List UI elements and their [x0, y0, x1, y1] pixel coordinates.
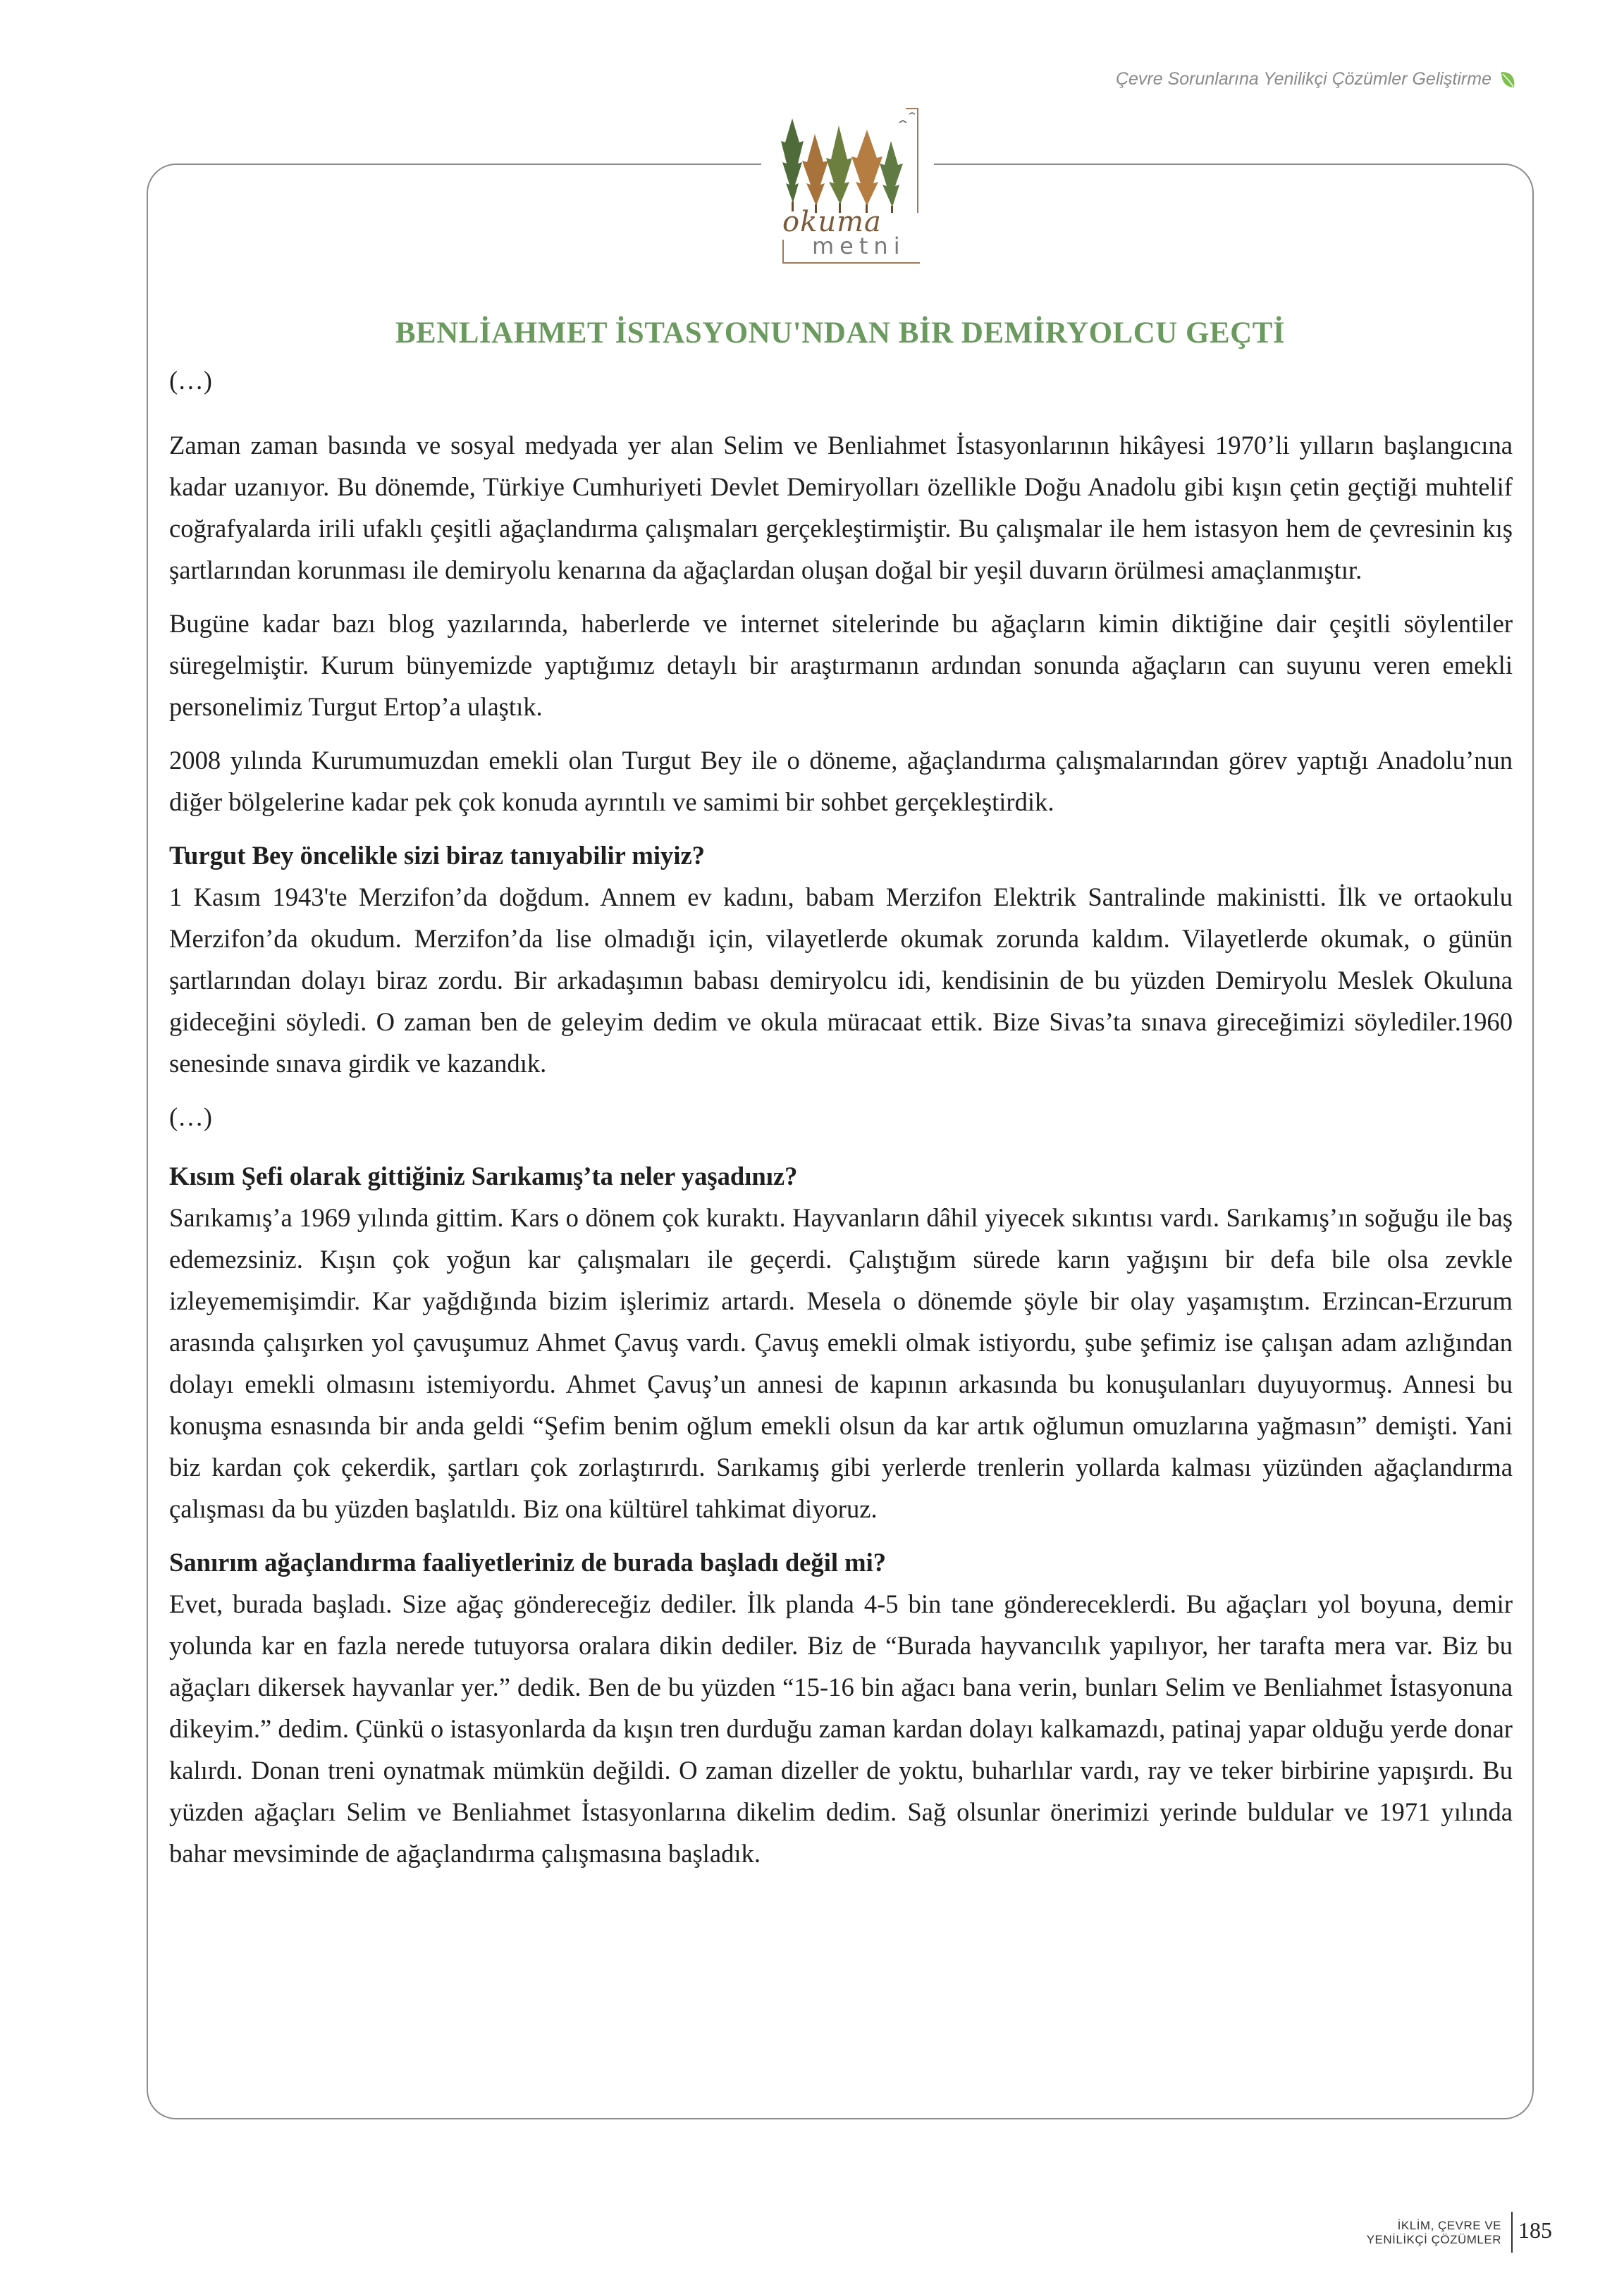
qa-block-2	[169, 1155, 1513, 1529]
page-number: 185	[1518, 2217, 1552, 2243]
leaf-icon	[1497, 69, 1518, 90]
article-title: BENLİAHMET İSTASYONU'NDAN BİR DEMİRYOLCU GEÇTİ	[395, 316, 1286, 350]
intro-paragraph-1: Zaman zaman basında ve sosyal medyada yer alan Selim ve Benliahmet İstasyonlarının hikâyesi 1970’li yılların başlangıcına kadar uzanıyor. Bu dönemde, Türkiye Cumhuriyeti Devlet Demiryolları özellikle Doğu Anadolu gibi kışın çetin geçtiği muhtelif coğrafyalarda irili ufaklı çeşitli ağaçlandırma çalışmaları gerçekleştirmiştir. Bu çalışmalar ile hem istasyon hem de çevresinin kış şartlarından korunması ile demiryolu kenarına da ağaçlardan oluşan doğal bir yeşil duvarın örülmesi amaçlanmıştır.	[169, 431, 1513, 584]
logo-underline	[782, 262, 920, 264]
answer-2: Sarıkamış’a 1969 yılında gittim. Kars o dönem çok kuraktı. Hayvanların dâhil yiyecek sıkıntısı vardı. Sarıkamış’ın soğuğu ile baş edemezsiniz. Kışın çok yoğun kar çalışmaları ile geçerdi. Çalıştığım sürede karın yağışını bir defa bile olsa zevkle izleyememişimdir. Kar yağdığında bizim işlerimiz artardı. Mesela o dönemde şöyle bir olay yaşamıştım. Erzincan-Erzurum arasında çalışırken yol çavuşumuz Ahmet Çavuş vardı. Çavuş emekli olmak istiyordu, şube şefimiz ise çalışan adam azlığından dolayı emekli olmasını istemiyordu. Ahmet Çavuş’un annesi de kapının arkasında bu konuşulanları duyuyormuş. Annesi bu konuşma esnasında bir anda geldi “Şefim benim oğlum emekli olsun da kar artık oğlumun omuzlarına yağmasın” demişti. Yani biz kardan çok çekerdik, şartları çok zorlaştırırdı. Sarıkamış gibi yerlerde trenlerin yollarda kalması yüzünden ağaçlandırma çalışması da bu yüzden başlatıldı. Biz ona kültürel tahkimat diyoruz.	[169, 1203, 1513, 1523]
logo-word-okuma: okuma	[782, 206, 882, 238]
question-3: Sanırım ağaçlandırma faaliyetleriniz de burada başladı değil mi?	[169, 1548, 887, 1577]
question-1: Turgut Bey öncelikle sizi biraz tanıyabilir miyiz?	[169, 841, 706, 870]
qa-block-1	[169, 835, 1513, 1084]
footer-book-title	[1367, 2219, 1501, 2247]
qa-block-3	[169, 1541, 1513, 1874]
footer-divider	[1511, 2212, 1513, 2253]
running-header-title: Çevre Sorunlarına Yenilikçi Çözümler Geliştirme	[1115, 69, 1491, 89]
ellipsis-top: (…)	[169, 366, 212, 395]
logo-word-metni: metni	[812, 233, 906, 259]
logo-divider-vertical	[782, 240, 784, 264]
answer-3: Evet, burada başladı. Size ağaç göndereceğiz dediler. İlk planda 4-5 bin tane göndereceklerdi. Bu ağaçları yol boyuna, demir yolunda kar en fazla nerede tutuyorsa oralara dikin dediler. Biz de “Burada hayvancılık yapılıyor, her tarafta mera var. Biz bu ağaçları dikersek hayvanlar yer.” dedik. Ben de bu yüzden “15-16 bin ağacı bana verin, bunları Selim ve Benliahmet İstasyonuna dikeyim.” dedim. Çünkü o istasyonlarda da kışın tren durduğu zaman kardan dolayı kalkamazdı, patinaj yapar olduğu yerde donar kalırdı. Donan treni oynatmak mümkün değildi. O zaman dizeller de yoktu, buharlılar vardı, ray ve teker birbirine yapışırdı. Bu yüzden ağaçları Selim ve Benliahmet İstasyonlarına dikelim dedim. Sağ olsunlar önerimizi yerinde buldular ve 1971 yılında bahar mevsiminde de ağaçlandırma çalışmasına başladık.	[169, 1589, 1513, 1868]
question-2: Kısım Şefi olarak gittiğiniz Sarıkamış’ta neler yaşadınız?	[169, 1162, 798, 1190]
answer-1: 1 Kasım 1943'te Merzifon’da doğdum. Annem ev kadını, babam Merzifon Elektrik Santralinde makinistti. İlk ve ortaokulu Merzifon’da okudum. Merzifon’da lise olmadığı için, vilayetlerde okumak zorunda kaldım. Vilayetlerde okumak, o günün şartlarından dolayı biraz zordu. Bir arkadaşımın babası demiryolcu idi, kendisinin de bu yüzden Demiryolu Meslek Okuluna gideceğini söyledi. O zaman ben de geleyim dedim ve okula müracaat ettik. Bize Sivas’ta sınava gireceğimizi söylediler.1960 senesinde sınava girdik ve kazandık.	[169, 882, 1513, 1078]
ellipsis-middle: (…)	[169, 1102, 212, 1131]
footer-book-line-1: İKLİM, ÇEVRE VE	[1397, 2219, 1501, 2232]
intro-paragraph-2: Bugüne kadar bazı blog yazılarında, haberlerde ve internet sitelerinde bu ağaçların kimin diktiğine dair çeşitli söylentiler süregelmiştir. Kurum bünyemizde yaptığımız detaylı bir araştırmanın ardından sonunda ağaçların can suyunu veren emekli personelimiz Turgut Ertop’a ulaştık.	[169, 609, 1513, 721]
intro-paragraph-3: 2008 yılında Kurumumuzdan emekli olan Turgut Bey ile o döneme, ağaçlandırma çalışmalarından görev yaptığı Anadolu’nun diğer bölgelerine kadar pek çok konuda ayrıntılı ve samimi bir sohbet gerçekleştirdik.	[169, 746, 1513, 816]
article-body	[169, 359, 1513, 1886]
footer-book-line-2: YENİLİKÇİ ÇÖZÜMLER	[1366, 2233, 1501, 2246]
